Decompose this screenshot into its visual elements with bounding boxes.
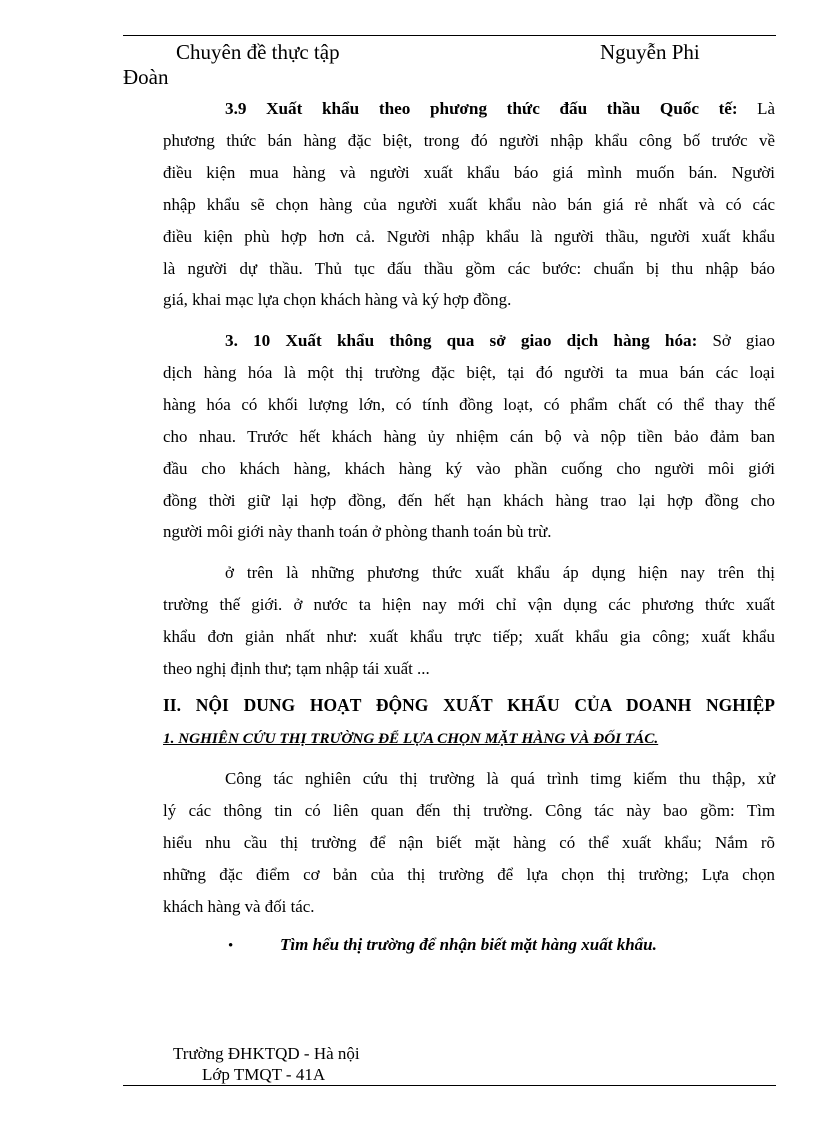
paragraph-line: khẩu đơn giản nhất như: xuất khẩu trực tiếp; xuất khẩu gia công; xuất khẩu bbox=[163, 626, 775, 646]
header-author: Nguyễn Phi bbox=[600, 40, 700, 64]
paragraph-line: hàng hóa có khối lượng lớn, có tính đồng loạt, có phẩm chất có thể thay thế bbox=[163, 394, 775, 414]
paragraph-line: 3. 10 Xuất khẩu thông qua sở giao dịch hàng hóa: Sở giao bbox=[225, 331, 775, 350]
footer-class: Lớp TMQT - 41A bbox=[202, 1065, 326, 1084]
paragraph-line: là người dự thầu. Thủ tục đấu thầu gồm các bước: chuẩn bị thu nhập báo bbox=[163, 258, 775, 278]
paragraph-line: phương thức bán hàng đặc biệt, trong đó người nhập khẩu công bố trước về bbox=[163, 130, 775, 150]
subsection-heading-1: 1. NGHIÊN CỨU THỊ TRƯỜNG ĐỂ LỰA CHỌN MẶT HÀNG VÀ ĐỐI TÁC. bbox=[163, 730, 659, 747]
paragraph-line: ở trên là những phương thức xuất khẩu áp dụng hiện nay trên thị bbox=[225, 563, 775, 582]
paragraph-line: điều kiện phù hợp hơn cả. Người nhập khẩu là người thầu, người xuất khẩu bbox=[163, 226, 775, 246]
section-title-3-9: 3.9 Xuất khẩu theo phương thức đấu thầu Quốc tế: bbox=[225, 99, 738, 118]
paragraph-line: đầu cho khách hàng, khách hàng ký vào phần cuống cho người môi giới bbox=[163, 458, 775, 478]
paragraph-line: điều kiện mua hàng và người xuất khẩu báo giá mình muốn bán. Người bbox=[163, 162, 775, 182]
header-rule bbox=[123, 35, 776, 36]
footer-rule bbox=[123, 1085, 776, 1086]
bullet-item bbox=[228, 931, 657, 960]
paragraph-market-research bbox=[163, 763, 775, 923]
paragraph-line: 3.9 Xuất khẩu theo phương thức đấu thầu Quốc tế: Là bbox=[225, 99, 775, 118]
paragraph-line: theo nghị định thư; tạm nhập tái xuất ... bbox=[163, 658, 430, 678]
paragraph-line: người môi giới này thanh toán ở phòng thanh toán bù trừ. bbox=[163, 522, 552, 542]
paragraph-line: khách hàng và đối tác. bbox=[163, 896, 315, 916]
paragraph-line: trường thế giới. ở nước ta hiện nay mới chỉ vận dụng các phương thức xuất bbox=[163, 594, 775, 614]
paragraph-line: nhập khẩu sẽ chọn hàng của người xuất khẩu nào bán giá rẻ nhất và có các bbox=[163, 194, 775, 214]
bullet-icon: • bbox=[228, 938, 234, 954]
paragraph-3-9 bbox=[163, 93, 775, 316]
paragraph-3-10 bbox=[163, 325, 775, 548]
paragraph-line: những đặc điểm cơ bản của thị trường để lựa chọn thị trường; Lựa chọn bbox=[163, 864, 775, 884]
section-title-3-10: 3. 10 Xuất khẩu thông qua sở giao dịch hàng hóa: bbox=[225, 331, 698, 350]
paragraph-line: đồng thời giữ lại hợp đồng, đến hết hạn khách hàng trao lại hợp đồng cho bbox=[163, 490, 775, 510]
paragraph-line: cho nhau. Trước hết khách hàng ủy nhiệm cán bộ và nộp tiền bảo đảm ban bbox=[163, 426, 775, 446]
paragraph-line: dịch hàng hóa là một thị trường đặc biệt, tại đó người ta mua bán các loại bbox=[163, 362, 775, 382]
bullet-text: Tìm hểu thị trường để nhận biết mặt hàng xuất khẩu. bbox=[280, 935, 657, 954]
paragraph-line: giá, khai mạc lựa chọn khách hàng và ký hợp đồng. bbox=[163, 290, 512, 310]
paragraph-line: lý các thông tin có liên quan đến thị trường. Công tác này bao gồm: Tìm bbox=[163, 800, 775, 820]
section-heading-ii: II. NỘI DUNG HOẠT ĐỘNG XUẤT KHẨU CỦA DOANH NGHIỆP bbox=[163, 695, 775, 715]
footer-school: Trường ĐHKTQD - Hà nội bbox=[173, 1044, 360, 1063]
header-author-continuation: Đoàn bbox=[123, 65, 169, 89]
header-title: Chuyên đề thực tập bbox=[176, 40, 340, 64]
paragraph-line: Công tác nghiên cứu thị trường là quá trình timg kiếm thu thập, xử bbox=[225, 769, 775, 788]
paragraph-line: hiểu nhu cầu thị trường để nận biết mặt hàng có thể xuất khẩu; Nắm rõ bbox=[163, 832, 775, 852]
paragraph-summary bbox=[163, 557, 775, 685]
